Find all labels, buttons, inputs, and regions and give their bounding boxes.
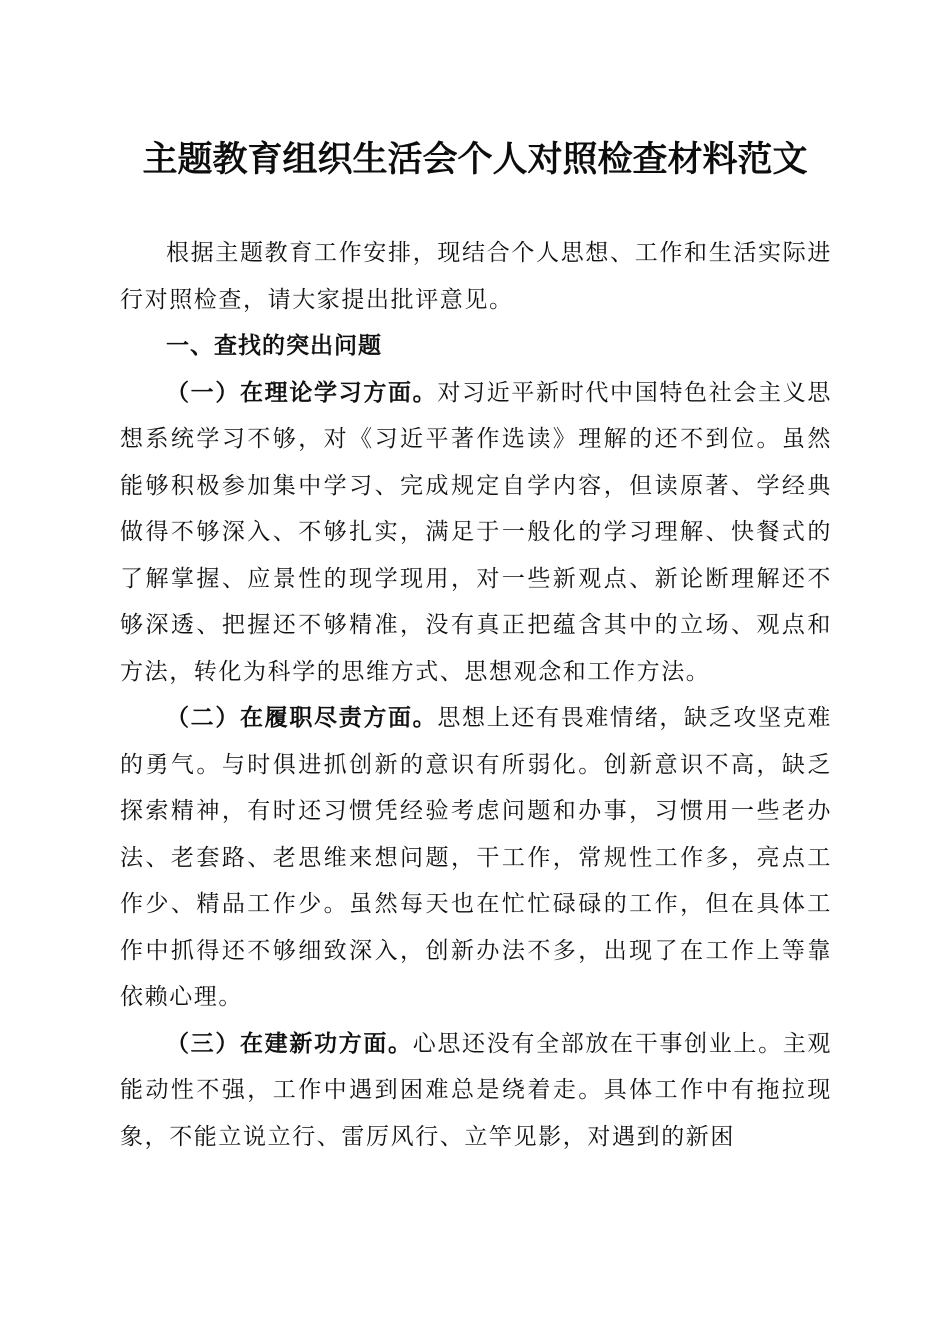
- document-body: [120, 230, 832, 1160]
- intro-paragraph: 根据主题教育工作安排，现结合个人思想、工作和生活实际进行对照检查，请大家提出批评意见。: [120, 240, 832, 313]
- section-heading: 一、查找的突出问题: [166, 333, 382, 359]
- paragraph-text: 思想上还有畏难情绪，缺乏攻坚克难的勇气。与时俱进抓创新的意识有所弱化。创新意识不高，缺乏探索精神，有时还习惯凭经验考虑问题和办事，习惯用一些老办法、老套路、老思维来想问题，干工作，常规性工作多，亮点工作少、精品工作少。虽然每天也在忙忙碌碌的工作，但在具体工作中抓得还不够细致深入，创新办法不多，出现了在工作上等靠依赖心理。: [120, 705, 832, 1010]
- page-title: 主题教育组织生活会个人对照检查材料范文: [142, 139, 808, 180]
- paragraph-lead: （二）在履职尽责方面。: [166, 704, 438, 731]
- paragraph-lead: （三）在建新功方面。: [166, 1029, 413, 1057]
- paragraph-new-merits: [120, 1021, 832, 1161]
- paragraph-text: 心思还没有全部放在干事创业上。主观能动性不强，工作中遇到困难总是绕着走。具体工作中有拖拉现象，不能立说立行、雷厉风行、立竿见影，对遇到的新困: [120, 1030, 833, 1150]
- paragraph-theory-study: [120, 370, 832, 696]
- paragraph-duty-performance: [120, 695, 832, 1021]
- paragraph-lead: （一）在理论学习方面。: [166, 378, 438, 406]
- paragraph-text: 对习近平新时代中国特色社会主义思想系统学习不够，对《习近平著作选读》理解的还不到位。虽然能够积极参加集中学习、完成规定自学内容，但读原著、学经典做得不够深入、不够扎实，满足于一般化的学习理解、快餐式的了解掌握、应景性的现学现用，对一些新观点、新论断理解还不够深透、把握还不够精准，没有真正把蕴含其中的立场、观点和方法，转化为科学的思维方式、思想观念和工作方法。: [120, 379, 832, 685]
